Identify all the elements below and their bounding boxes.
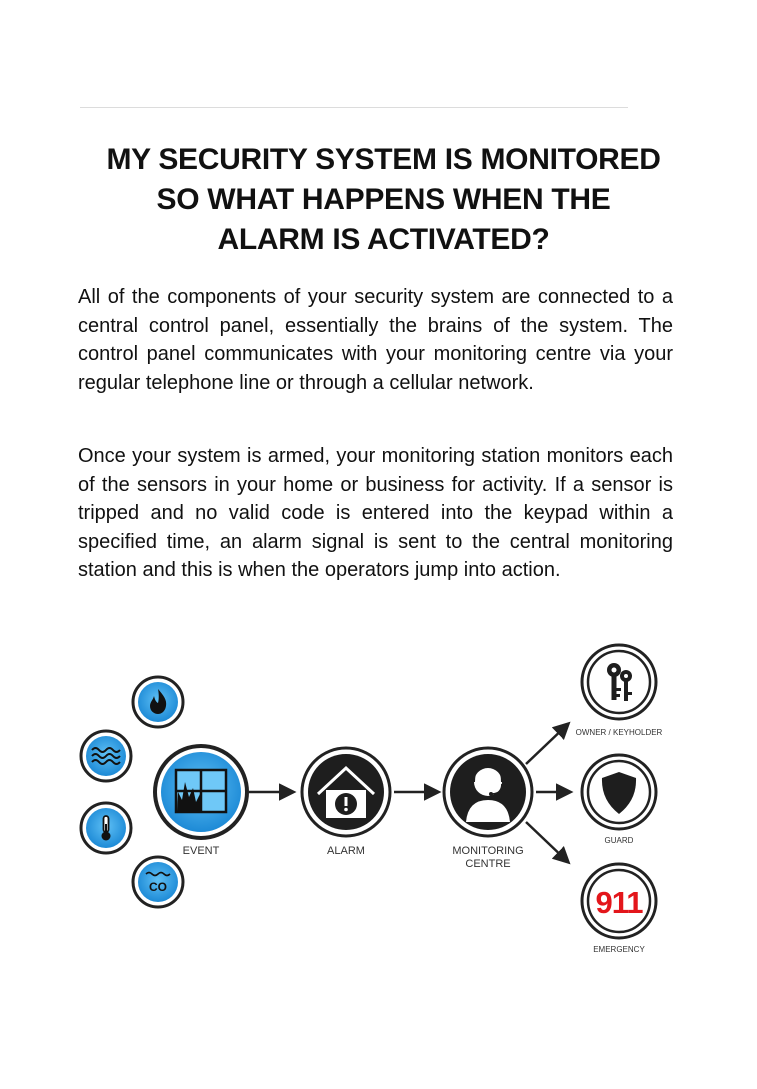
thermometer-icon xyxy=(102,816,111,841)
svg-text:CO: CO xyxy=(149,880,167,894)
broken-window-icon xyxy=(176,770,226,812)
guard-node xyxy=(582,755,656,845)
process-paragraph: Once your system is armed, your monitoring station monitors each of the sensors in your home or business for activity. If a sensor is tripped and no valid code is entered into the keypad within a specified time, an alarm signal is sent to the central monitoring station and this is when the operators jump into action. xyxy=(78,445,673,581)
sensor-temperature xyxy=(81,803,131,853)
emergency-label: EMERGENCY xyxy=(593,945,645,954)
alarm-node xyxy=(302,748,390,857)
emergency-number: 911 xyxy=(595,885,643,920)
emergency-node xyxy=(582,864,656,954)
title-line-1: MY SECURITY SYSTEM IS MONITORED xyxy=(106,143,661,176)
top-divider xyxy=(80,107,628,108)
sensor-co xyxy=(133,857,183,907)
guard-label: GUARD xyxy=(604,836,634,845)
alarm-label: ALARM xyxy=(327,845,365,857)
monitoring-centre-node xyxy=(444,748,532,870)
event-node xyxy=(155,746,247,857)
title-line-3: ALARM IS ACTIVATED? xyxy=(217,223,550,256)
owner-keyholder-node xyxy=(576,645,663,737)
arrow-to-owner xyxy=(526,724,568,764)
monitoring-label-line1: MONITORING xyxy=(452,845,524,857)
sensor-water xyxy=(81,731,131,781)
page-title xyxy=(60,140,707,260)
event-label: EVENT xyxy=(182,845,220,857)
arrow-to-emergency xyxy=(526,822,568,862)
owner-label: OWNER / KEYHOLDER xyxy=(575,728,663,737)
monitoring-label-line2: CENTRE xyxy=(465,858,511,870)
sensor-fire xyxy=(133,677,183,727)
alarm-flow-diagram xyxy=(76,642,676,972)
intro-paragraph: All of the components of your security system are connected to a central control panel, essentially the brains of the system. The control panel communicates with your monitoring centre via your regular telephone line or through a cellular network. xyxy=(78,286,673,394)
title-line-2: SO WHAT HAPPENS WHEN THE xyxy=(156,183,611,216)
